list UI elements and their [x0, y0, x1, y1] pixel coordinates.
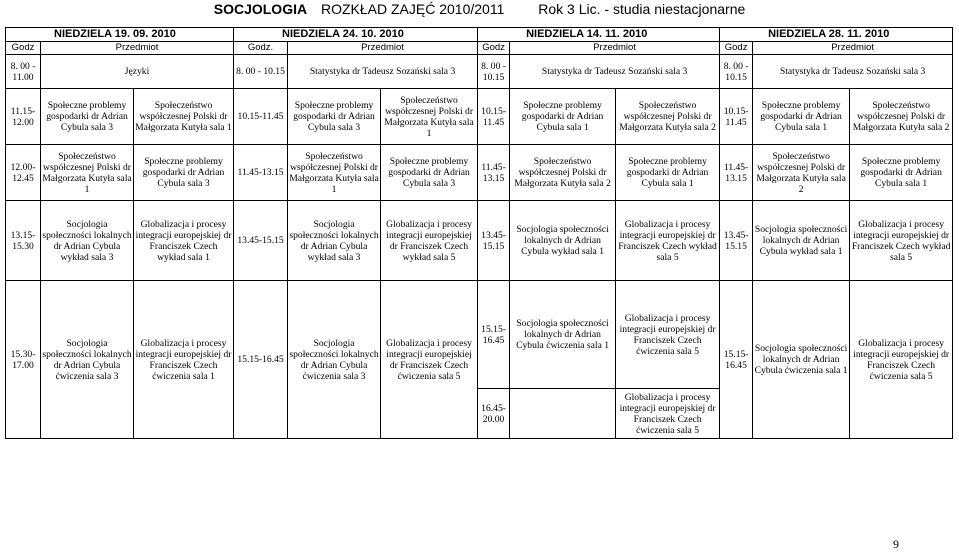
- class-cell: Społeczne problemy gospodarki dr Adrian Cybula sala 3: [41, 89, 134, 145]
- time-cell: 11.45- 13.15: [720, 145, 753, 201]
- class-cell: Socjologia społeczności lokalnych dr Adrian Cybula ćwiczenia sala 1: [753, 281, 850, 439]
- header-subject: Przedmiot: [753, 42, 953, 55]
- document-title: [0, 0, 959, 18]
- header-subject: Przedmiot: [288, 42, 478, 55]
- class-cell: Społeczeństwo współczesnej Polski dr Małgorzata Kutyła sala 1: [381, 89, 478, 145]
- header-time: Godz.: [234, 42, 288, 55]
- time-cell: 10.15-11.45: [234, 89, 288, 145]
- time-cell: 13.45- 15.15: [720, 201, 753, 281]
- column-header-row: [6, 42, 953, 55]
- class-cell: Globalizacja i procesy integracji europejskiej dr Franciszek Czech wykład sala 5: [616, 201, 720, 281]
- class-cell: Społeczne problemy gospodarki dr Adrian Cybula sala 1: [510, 89, 616, 145]
- class-cell: Społeczeństwo współczesnej Polski dr Małgorzata Kutyła sala 2: [616, 89, 720, 145]
- class-cell: Społeczeństwo współczesnej Polski dr Małgorzata Kutyła sala 1: [134, 89, 234, 145]
- class-cell: Globalizacja i procesy integracji europejskiej dr Franciszek Czech wykład sala 1: [134, 201, 234, 281]
- time-cell: 13.15- 15.30: [6, 201, 41, 281]
- time-cell: 8. 00 - 11.00: [6, 55, 41, 89]
- date-row: [6, 28, 953, 42]
- class-cell: Socjologia społeczności lokalnych dr Adrian Cybula wykład sala 3: [288, 201, 381, 281]
- class-cell: Społeczne problemy gospodarki dr Adrian Cybula sala 1: [616, 145, 720, 201]
- class-cell: Socjologia społeczności lokalnych dr Adrian Cybula wykład sala 3: [41, 201, 134, 281]
- class-cell: Socjologia społeczności lokalnych dr Adrian Cybula ćwiczenia sala 3: [41, 281, 134, 439]
- class-cell: Społeczne problemy gospodarki dr Adrian Cybula sala 3: [381, 145, 478, 201]
- date-2: NIEDZIELA 24. 10. 2010: [234, 28, 478, 42]
- time-cell: 15.15- 16.45: [720, 281, 753, 439]
- date-1: NIEDZIELA 19. 09. 2010: [6, 28, 234, 42]
- class-cell: Globalizacja i procesy integracji europejskiej dr Franciszek Czech ćwiczenia sala 5: [381, 281, 478, 439]
- table-row: [6, 89, 953, 145]
- class-cell: Społeczeństwo współczesnej Polski dr Małgorzata Kutyła sala 2: [510, 145, 616, 201]
- time-cell: 15.15-16.45: [234, 281, 288, 439]
- class-cell: Globalizacja i procesy integracji europejskiej dr Franciszek Czech ćwiczenia sala 5: [850, 281, 953, 439]
- time-cell: 13.45- 15.15: [478, 201, 510, 281]
- time-cell: 10.15- 11.45: [720, 89, 753, 145]
- header-subject: Przedmiot: [510, 42, 720, 55]
- time-cell: 16.45- 20.00: [478, 389, 510, 439]
- time-cell: 13.45-15.15: [234, 201, 288, 281]
- class-cell: Socjologia społeczności lokalnych dr Adrian Cybula wykład sala 1: [510, 201, 616, 281]
- table-row: [6, 281, 953, 389]
- page-number: 9: [893, 537, 899, 551]
- class-cell: Socjologia społeczności lokalnych dr Adrian Cybula wykład sala 1: [753, 201, 850, 281]
- time-cell: 8. 00 - 10.15: [720, 55, 753, 89]
- title-subject: SOCJOLOGIA: [213, 1, 308, 17]
- class-cell: Statystyka dr Tadeusz Sozański sala 3: [510, 55, 720, 89]
- class-cell: Społeczne problemy gospodarki dr Adrian Cybula sala 1: [753, 89, 850, 145]
- class-cell: Społeczne problemy gospodarki dr Adrian Cybula sala 3: [134, 145, 234, 201]
- schedule-table: [5, 27, 953, 439]
- class-cell: Społeczeństwo współczesnej Polski dr Małgorzata Kutyła sala 2: [850, 89, 953, 145]
- class-cell: Społeczne problemy gospodarki dr Adrian Cybula sala 1: [850, 145, 953, 201]
- class-cell: Globalizacja i procesy integracji europejskiej dr Franciszek Czech wykład sala 5: [850, 201, 953, 281]
- time-cell: 12.00- 12.45: [6, 145, 41, 201]
- time-cell: 11.45- 13.15: [478, 145, 510, 201]
- class-cell: [510, 389, 616, 439]
- class-cell: Socjologia społeczności lokalnych dr Adrian Cybula ćwiczenia sala 3: [288, 281, 381, 439]
- time-cell: 8. 00 - 10.15: [234, 55, 288, 89]
- table-row: [6, 55, 953, 89]
- time-cell: 11.45-13.15: [234, 145, 288, 201]
- class-cell: Statystyka dr Tadeusz Sozański sala 3: [753, 55, 953, 89]
- class-cell: Socjologia społeczności lokalnych dr Adrian Cybula ćwiczenia sala 1: [510, 281, 616, 389]
- class-cell: Społeczeństwo współczesnej Polski dr Małgorzata Kutyła sala 1: [41, 145, 134, 201]
- time-cell: 8. 00 - 10.15: [478, 55, 510, 89]
- header-time: Godz: [478, 42, 510, 55]
- table-row: [6, 145, 953, 201]
- time-cell: 15.30- 17.00: [6, 281, 41, 439]
- class-cell: Społeczeństwo współczesnej Polski dr Małgorzata Kutyła sala 2: [753, 145, 850, 201]
- date-3: NIEDZIELA 14. 11. 2010: [478, 28, 720, 42]
- header-time: Godz: [720, 42, 753, 55]
- time-cell: 15.15- 16.45: [478, 281, 510, 389]
- class-cell: Globalizacja i procesy integracji europejskiej dr Franciszek Czech wykład sala 5: [381, 201, 478, 281]
- class-cell: Globalizacja i procesy integracji europejskiej dr Franciszek Czech ćwiczenia sala 1: [134, 281, 234, 439]
- header-time: Godz: [6, 42, 41, 55]
- class-cell: Globalizacja i procesy integracji europejskiej dr Franciszek Czech ćwiczenia sala 5: [616, 389, 720, 439]
- header-subject: Przedmiot: [41, 42, 234, 55]
- class-cell: Globalizacja i procesy integracji europejskiej dr Franciszek Czech ćwiczenia sala 5: [616, 281, 720, 389]
- time-cell: 11.15- 12.00: [6, 89, 41, 145]
- time-cell: 10.15- 11.45: [478, 89, 510, 145]
- class-cell: Społeczne problemy gospodarki dr Adrian Cybula sala 3: [288, 89, 381, 145]
- class-cell: Społeczeństwo współczesnej Polski dr Małgorzata Kutyła sala 1: [288, 145, 381, 201]
- title-schedule: ROZKŁAD ZAJĘĆ 2010/2011: [320, 1, 505, 17]
- class-cell: Statystyka dr Tadeusz Sozański sala 3: [288, 55, 478, 89]
- date-4: NIEDZIELA 28. 11. 2010: [720, 28, 953, 42]
- table-row: [6, 201, 953, 281]
- title-course: Rok 3 Lic. - studia niestacjonarne: [538, 1, 746, 17]
- class-cell: Języki: [41, 55, 234, 89]
